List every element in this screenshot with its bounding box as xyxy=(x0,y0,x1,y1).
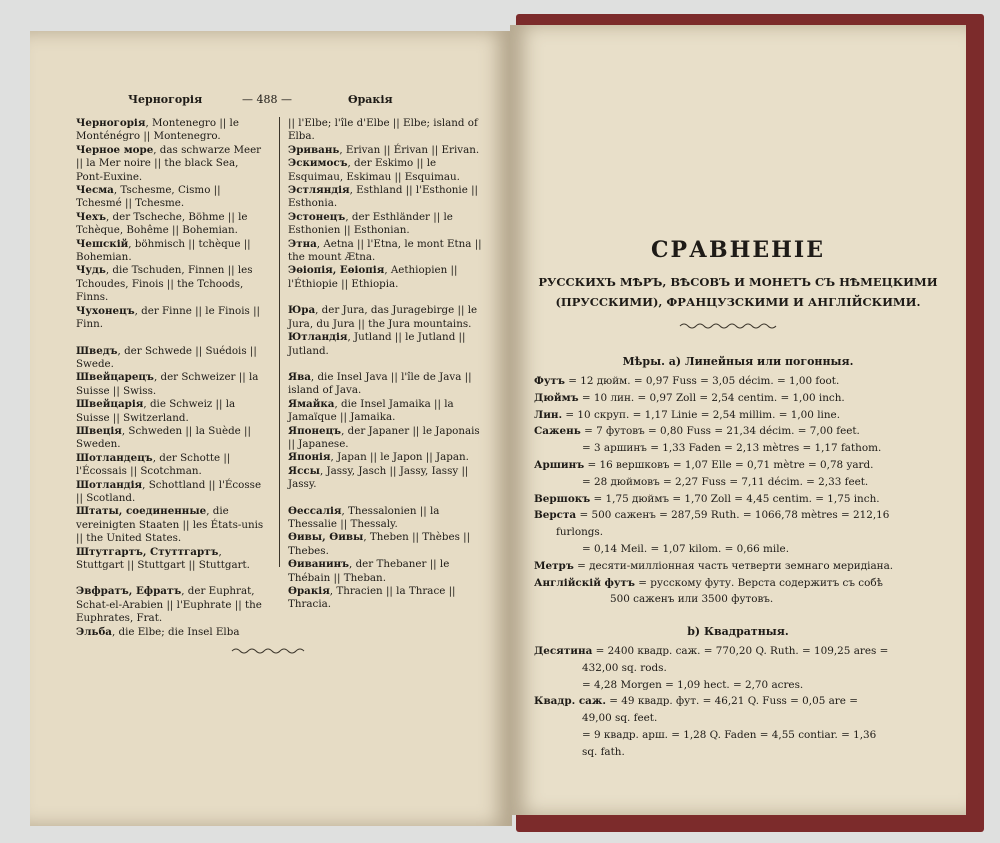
measure-text: = 7 футовъ = 0,80 Fuss = 21,34 décim. = 7,00 feet. xyxy=(580,425,860,438)
entry-headword: Чесма xyxy=(76,184,114,197)
entry-text: , der Tscheche, Böhme || le Tchèque, Bohême || Bohemian. xyxy=(76,210,248,237)
measure-text: = десяти-милліонная часть четверти земнаго меридіана. xyxy=(573,559,894,572)
section-linear-heading: Мѣры. a) Линейныя или погонныя. xyxy=(622,355,854,368)
entry-spacer xyxy=(288,291,482,304)
entry-text: , Theben || Thèbes || Thebes. xyxy=(288,531,471,557)
dictionary-entry xyxy=(76,144,268,184)
entry-text: , Esthland || l'Esthonie || Esthonia. xyxy=(288,184,479,210)
measure-text: = 49 квадр. фут. = 46,21 Q. Fuss = 0,05 are = xyxy=(606,695,858,708)
dictionary-entry xyxy=(76,345,268,372)
subtitle-line-1: РУССКИХЪ МѢРЪ, ВѢСОВЪ И МОНЕТЪ СЪ НѢМЕЦКИМИ xyxy=(538,275,938,289)
measure-text: = русскому футу. Верста содержитъ съ собѣ xyxy=(634,576,883,589)
measure-line xyxy=(534,392,845,404)
measure-line xyxy=(534,409,840,421)
entry-headword: Эривань xyxy=(288,143,340,156)
measure-line xyxy=(534,459,873,471)
measure-line xyxy=(582,679,803,691)
dictionary-entry xyxy=(288,304,482,331)
entry-text: , Stuttgart || Stuttgart || Stuttgart. xyxy=(76,545,250,571)
measure-line xyxy=(534,493,880,505)
entry-text: , Erivan || Érivan || Erivan. xyxy=(339,143,480,156)
entry-text: , Jutland || le Jutland || Jutland. xyxy=(288,331,466,357)
measure-name: Дюймъ xyxy=(534,391,579,404)
measure-text: = 9 квадр. арш. = 1,28 Q. Faden = 4,55 contiar. = 1,36 xyxy=(582,729,877,741)
entry-headword: Ямайка xyxy=(288,397,335,410)
entry-text: , Schweden || la Suède || Sweden. xyxy=(76,424,251,451)
dictionary-entry xyxy=(288,505,482,532)
measure-line xyxy=(582,476,868,488)
subtitle-line-2: (ПРУССКИМИ), ФРАНЦУЗСКИМИ И АНГЛІЙСКИМИ. xyxy=(555,295,921,309)
entry-headword: Ютландія xyxy=(288,331,348,344)
entry-text: , Jassy, Jasch || Jassy, Iassy || Jassy. xyxy=(288,464,469,491)
entry-text: , Montenegro || le Monténégro || Montenegro. xyxy=(76,117,239,143)
dictionary-entry xyxy=(76,479,268,506)
measure-text: furlongs. xyxy=(556,526,604,539)
entry-headword: Эскимосъ xyxy=(288,157,348,170)
measure-line xyxy=(534,425,860,437)
measure-line xyxy=(556,526,603,538)
entry-headword: Чухонецъ xyxy=(76,304,135,317)
entry-text: , der Euphrat, Schat-el-Arabien || l'Euphrate || the Euphrates, Frat. xyxy=(76,585,262,625)
dictionary-entry xyxy=(288,144,482,157)
dictionary-entry xyxy=(288,157,482,184)
dictionary-entry xyxy=(288,531,482,558)
left-page xyxy=(30,31,512,826)
entry-headword: Чудь xyxy=(76,264,106,277)
entry-text: , die Schweiz || la Suisse || Switzerland. xyxy=(76,398,236,424)
page-title: СРАВНЕНІЕ xyxy=(651,237,825,263)
entry-headword: Чешскій xyxy=(76,237,129,250)
dictionary-entry xyxy=(76,305,268,332)
header-left: Черногорія xyxy=(128,93,203,106)
entry-headword: Эстляндія xyxy=(288,184,350,197)
dictionary-entry xyxy=(76,452,268,479)
dictionary-entry xyxy=(288,451,482,464)
measure-text: = 3 аршинъ = 1,33 Faden = 2,13 mètres = 1,17 fathom. xyxy=(582,442,882,455)
dictionary-entry xyxy=(288,425,482,452)
header-right: Ѳракія xyxy=(348,93,393,106)
column-left xyxy=(76,117,268,639)
entry-headword: Швейцарецъ xyxy=(76,371,154,384)
measure-line xyxy=(582,662,667,674)
entry-text: , der Schwede || Suédois || Swede. xyxy=(76,344,257,370)
entry-headword: Ѳессалія xyxy=(288,504,342,517)
entry-headword: Ѳракія xyxy=(288,585,330,597)
measure-name: Англійскій футъ xyxy=(534,576,635,589)
measure-text: 500 саженъ или 3500 футовъ. xyxy=(610,593,774,606)
right-page xyxy=(510,25,966,815)
entry-headword: Эстонецъ xyxy=(288,210,346,223)
measure-line xyxy=(582,712,657,724)
entry-text: , böhmisch || tchèque || Bohemian. xyxy=(76,237,251,264)
entry-text: , Aetna || l'Etna, le mont Etna || the mount Ætna. xyxy=(288,237,482,264)
entry-text: , Thessalonien || la Thessalie || Thessaly. xyxy=(288,504,440,530)
measure-text: = 2400 квадр. саж. = 770,20 Q. Ruth. = 109,25 ares = xyxy=(592,645,889,657)
entry-text: , Tschesme, Cismo || Tchesmé || Tchesme. xyxy=(76,184,221,210)
measure-line xyxy=(582,543,789,555)
entry-text: , die vereinigten Staaten || les États-unis || the United States. xyxy=(76,505,264,545)
entry-headword: Черное море xyxy=(76,143,154,156)
measure-line xyxy=(534,560,893,572)
entry-headword: Штутгартъ, Стуттгартъ xyxy=(76,545,219,558)
entry-headword: Швейцарія xyxy=(76,398,144,411)
dictionary-entry xyxy=(288,238,482,265)
dictionary-entry xyxy=(288,184,482,211)
entry-headword: Ява xyxy=(288,370,311,383)
entry-text: , Thracien || la Thrace || Thracia. xyxy=(288,585,456,611)
dictionary-entry xyxy=(288,371,482,398)
measure-line xyxy=(534,509,889,521)
measure-name: Сажень xyxy=(534,425,581,438)
dictionary-entry xyxy=(288,585,482,612)
dictionary-entry xyxy=(288,331,482,358)
dictionary-entry xyxy=(288,211,482,238)
end-ornament xyxy=(230,646,310,656)
measure-line xyxy=(582,729,876,741)
section-square-heading: b) Квадратныя. xyxy=(687,625,789,638)
entry-headword: Эѳіопія, Еѳіопія xyxy=(288,264,385,277)
entry-spacer xyxy=(76,332,268,345)
entry-headword: Этна xyxy=(288,237,317,250)
entry-headword: Японія xyxy=(288,451,331,464)
measure-text: = 28 дюймовъ = 2,27 Fuss = 7,11 décim. = 2,33 feet. xyxy=(582,475,869,488)
dictionary-entry xyxy=(288,264,482,291)
dictionary-entry xyxy=(76,546,268,573)
measure-name: Лин. xyxy=(534,408,563,421)
entry-text: , die Elbe; die Insel Elba xyxy=(111,625,240,638)
entry-text: , Schottland || l'Écosse || Scotland. xyxy=(76,478,262,504)
entry-headword: Шотландія xyxy=(76,478,143,491)
entry-headword: Юра xyxy=(288,304,316,317)
entry-headword: Японецъ xyxy=(288,424,342,437)
entry-headword: Яссы xyxy=(288,464,320,477)
entry-text: , der Japaner || le Japonais || Japanese. xyxy=(288,424,480,450)
dictionary-entry xyxy=(76,211,268,238)
entry-text: , der Schweizer || la Suisse || Swiss. xyxy=(76,371,259,397)
entry-headword: Эвфратъ, Ефратъ xyxy=(76,585,182,598)
entry-text: , die Insel Java || l'île de Java || island of Java. xyxy=(288,370,472,397)
entry-text: , der Thebaner || le Thébain || Theban. xyxy=(288,558,450,584)
dictionary-entry xyxy=(76,117,268,144)
entry-headword: Ѳиванинъ xyxy=(288,558,350,571)
measure-name: Аршинъ xyxy=(534,459,585,471)
measure-text: 432,00 sq. rods. xyxy=(582,661,667,674)
entry-headword: Эльба xyxy=(76,625,112,638)
column-right xyxy=(288,117,482,612)
entry-headword: Штаты, соединенные xyxy=(76,505,207,518)
measure-name: Метръ xyxy=(534,559,574,572)
dictionary-entry xyxy=(288,398,482,425)
measure-text: = 10 лин. = 0,97 Zoll = 2,54 centim. = 1,00 inch. xyxy=(578,391,845,404)
measure-name: Вершокъ xyxy=(534,492,591,505)
measure-text: sq. fath. xyxy=(582,745,625,758)
measure-line xyxy=(582,746,625,758)
measure-text: = 1,75 дюймъ = 1,70 Zoll = 4,45 centim. = 1,75 inch. xyxy=(590,492,880,505)
dictionary-entry xyxy=(288,465,482,492)
entry-text: , der Finne || le Finois || Finn. xyxy=(76,304,261,331)
entry-text: || l'Elbe; l'île d'Elbe || Elbe; island of Elba. xyxy=(288,117,478,143)
measure-line xyxy=(534,645,888,657)
entry-headword: Швеція xyxy=(76,424,122,437)
entry-headword: Чехъ xyxy=(76,210,106,223)
measure-name: Верста xyxy=(534,509,577,522)
entry-text: , das schwarze Meer || la Mer noire || the black Sea, Pont-Euxine. xyxy=(76,143,262,183)
measure-text: = 500 саженъ = 287,59 Ruth. = 1066,78 mètres = 212,16 xyxy=(576,509,890,522)
entry-text: , die Tschuden, Finnen || les Tchoudes, Finois || the Tchoods, Finns. xyxy=(76,264,253,304)
entry-text: , der Eskimo || le Esquimau, Eskimau || Esquimau. xyxy=(288,157,460,183)
entry-headword: Шотландецъ xyxy=(76,451,153,464)
entry-text: , Aethiopien || l'Éthiopie || Ethiopia. xyxy=(288,264,458,290)
entry-text: , Japan || le Japon || Japan. xyxy=(330,451,469,464)
measure-text: = 12 дюйм. = 0,97 Fuss = 3,05 décim. = 1,00 foot. xyxy=(564,375,840,387)
dictionary-entry xyxy=(76,505,268,545)
entry-spacer xyxy=(288,492,482,505)
measure-line xyxy=(534,577,883,589)
measure-line xyxy=(534,695,858,707)
entry-headword: Ѳивы, Ѳивы xyxy=(288,531,364,544)
measure-line xyxy=(582,442,881,454)
dictionary-entry xyxy=(288,558,482,585)
page-number: — 488 — xyxy=(242,93,292,106)
title-ornament xyxy=(678,321,778,331)
measure-line xyxy=(534,375,839,387)
measure-text: = 0,14 Meil. = 1,07 kilom. = 0,66 mile. xyxy=(582,543,789,555)
entry-text: , der Esthländer || le Esthonien || Esthonian. xyxy=(288,210,453,237)
measure-line xyxy=(610,593,773,605)
entry-text: , die Insel Jamaika || la Jamaïque || Jamaika. xyxy=(288,397,454,424)
dictionary-entry xyxy=(76,264,268,304)
dictionary-entry xyxy=(288,117,482,144)
dictionary-entry xyxy=(76,398,268,425)
measure-text: = 16 вершковъ = 1,07 Elle = 0,71 mètre = 0,78 yard. xyxy=(584,459,874,471)
dictionary-entry xyxy=(76,184,268,211)
measure-text: = 10 скруп. = 1,17 Linie = 2,54 millim. = 1,00 line. xyxy=(562,408,840,421)
measure-name: Футъ xyxy=(534,375,565,387)
measure-text: = 4,28 Morgen = 1,09 hect. = 2,70 acres. xyxy=(582,678,804,691)
column-divider xyxy=(279,117,280,567)
dictionary-entry xyxy=(76,626,268,639)
measure-name: Квадр. саж. xyxy=(534,695,606,708)
entry-text: , der Jura, das Juragebirge || le Jura, du Jura || the Jura mountains. xyxy=(288,304,478,330)
entry-spacer xyxy=(76,572,268,585)
measure-text: 49,00 sq. feet. xyxy=(582,712,658,725)
entry-text: , der Schotte || l'Écossais || Scotchman. xyxy=(76,451,231,478)
dictionary-entry xyxy=(76,585,268,625)
dictionary-entry xyxy=(76,425,268,452)
dictionary-entry xyxy=(76,371,268,398)
dictionary-entry xyxy=(76,238,268,265)
entry-headword: Черногорія xyxy=(76,117,146,129)
measure-name: Десятина xyxy=(534,645,593,657)
entry-headword: Шведъ xyxy=(76,344,118,357)
entry-spacer xyxy=(288,358,482,371)
